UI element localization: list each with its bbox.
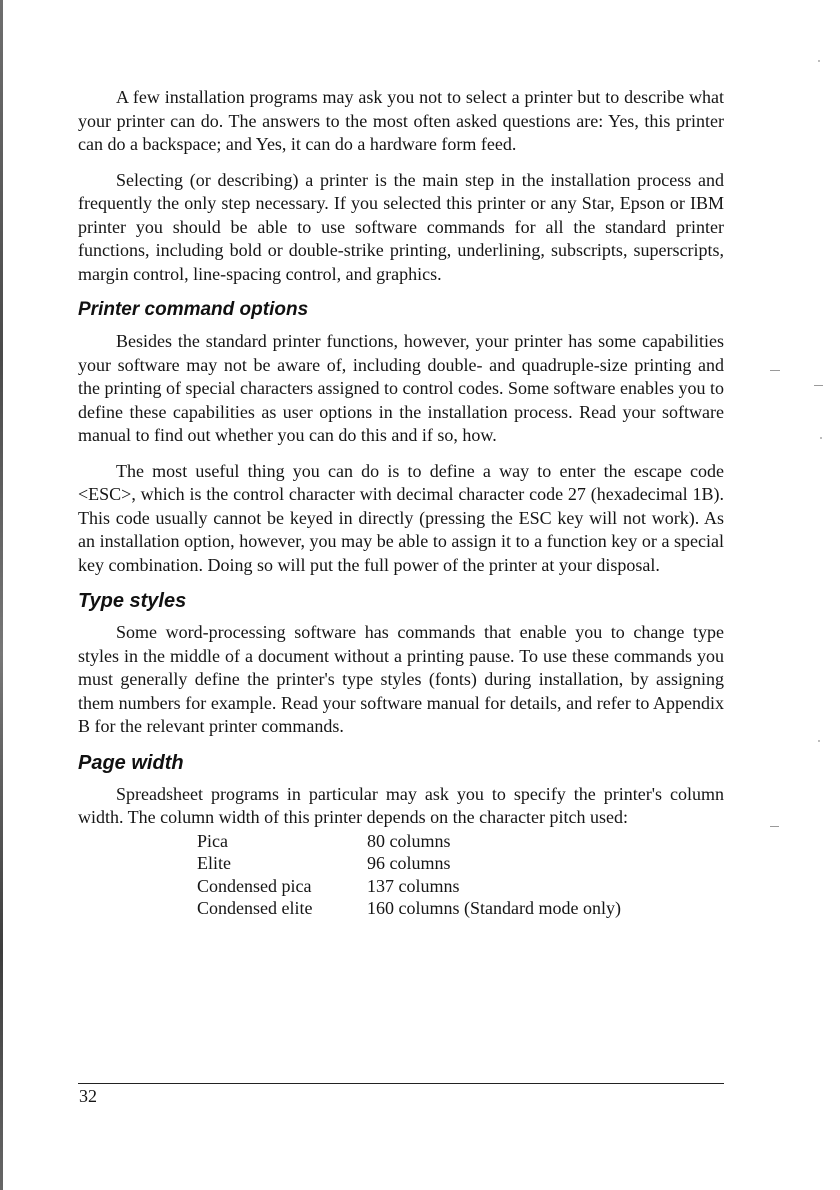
scan-mark	[814, 385, 823, 386]
heading-page-width: Page width	[78, 751, 184, 774]
scan-mark	[820, 437, 822, 439]
heading-type-styles: Type styles	[78, 590, 187, 612]
footer-rule	[78, 1083, 724, 1084]
paragraph-type-styles: Some word-processing software has commands that enable you to change type styles in the middle of a document without a printing pause. To use these commands you must generally define the printer's type styles (fonts) during installation, by assigning them numbers for example. Read your software manual for details, and refer to Appendix B for the relevant printer commands.	[78, 622, 724, 736]
pitch-column-table	[197, 830, 621, 920]
scan-mark	[770, 826, 779, 827]
scan-mark	[770, 370, 780, 371]
pitch-name: Condensed elite	[197, 898, 313, 918]
heading-printer-command-options: Printer command options	[78, 299, 309, 320]
pitch-columns: 137 columns	[367, 875, 460, 896]
paragraph-page-width: Spreadsheet programs in particular may ask you to specify the printer's column width. The column width of this printer depends on the character pitch used:	[78, 783, 724, 827]
scan-mark	[818, 740, 820, 742]
pitch-name: Condensed pica	[197, 875, 312, 896]
pitch-columns: 96 columns	[367, 853, 451, 873]
table-row	[197, 875, 621, 898]
page-number: 32	[79, 1086, 97, 1106]
table-row	[197, 830, 621, 853]
paragraph-installation: A few installation programs may ask you not to select a printer but to describe what your printer can do. The answers to the most often asked questions are: Yes, this printer can do a backspace; and Yes, it can do a hardware form feed.	[78, 87, 724, 154]
pitch-columns: 80 columns	[367, 830, 451, 851]
table-row	[197, 852, 621, 875]
page-body	[78, 86, 724, 920]
pitch-columns: 160 columns (Standard mode only)	[367, 898, 621, 918]
paragraph-selecting-printer: Selecting (or describing) a printer is the main step in the installation process and frequently the only step necessary. If you selected this printer or any Star, Epson or IBM printer you should be able to use software commands for all the standard printer functions, including bold or double-strike printing, underlining, subscripts, superscripts, margin control, line-spacing control, and graphics.	[78, 169, 724, 284]
table-row	[197, 897, 621, 920]
pitch-name: Elite	[197, 853, 231, 873]
paragraph-escape-code: The most useful thing you can do is to define a way to enter the escape code <ESC>, which is the control character with decimal character code 27 (hexadecimal 1B). This code usually cannot be keyed in directly (pressing the ESC key will not work). As an installation option, however, you may be able to assign it to a function key or a special key combination. Doing so will put the full power of the printer at your disposal.	[78, 460, 724, 575]
scan-mark	[818, 60, 820, 62]
paragraph-capabilities: Besides the standard printer functions, however, your printer has some capabilities your software may not be aware of, including double- and quadruple-size printing and the printing of special characters assigned to control codes. Some software enables you to define these capabilities as user options in the installation process. Read your software manual to find out whether you can do this and if so, how.	[78, 331, 724, 445]
scan-edge	[0, 0, 3, 1190]
pitch-name: Pica	[197, 830, 228, 851]
